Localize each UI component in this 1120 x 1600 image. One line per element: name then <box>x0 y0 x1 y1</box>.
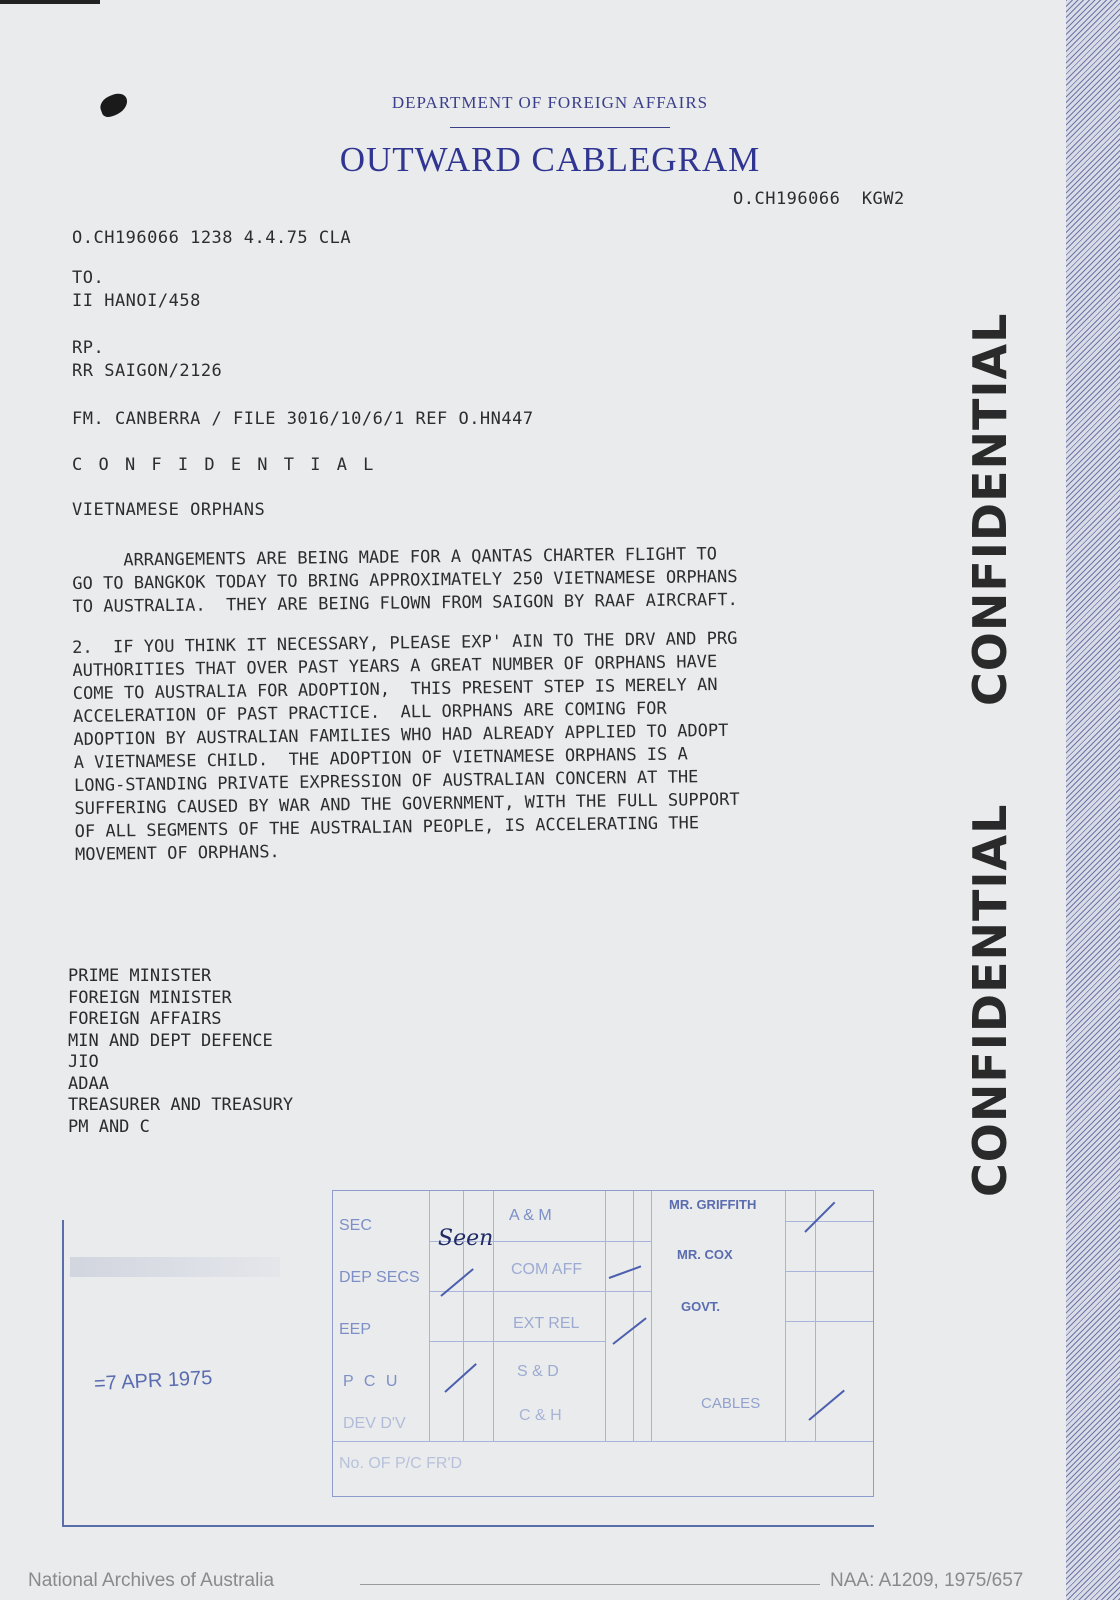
check-mark <box>804 1202 835 1233</box>
date-stamp: =7 APR 1975 <box>93 1366 213 1396</box>
routing-govt: GOVT. <box>681 1299 721 1314</box>
footer-rule <box>360 1584 820 1585</box>
check-mark <box>612 1317 646 1344</box>
document-title: OUTWARD CABLEGRAM <box>339 140 761 179</box>
seen-signature: Seen <box>438 1226 494 1251</box>
department-heading: DEPARTMENT OF FOREIGN AFFAIRS <box>391 93 709 112</box>
cable-reference-top: O.CH196066 KGW2 <box>733 189 905 209</box>
routing-mr-cox: MR. COX <box>677 1247 733 1262</box>
routing-pcu: P C U <box>343 1373 401 1390</box>
routing-mr-griffith: MR. GRIFFITH <box>669 1197 757 1212</box>
routing-stamp <box>332 1190 874 1497</box>
routing-a-m: A & M <box>509 1207 552 1224</box>
paragraph-1: ARRANGEMENTS ARE BEING MADE FOR A QANTAS CHARTER FLIGHT TO GO TO BANGKOK TODAY TO BRING APPROXIMATELY 250 VIETNAMESE ORPHANS TO AUSTRALIA. THEY ARE BEING FLOWN FROM SAIGON BY RAAF AIRCRAFT. <box>72 544 738 617</box>
routing-s-d: S & D <box>517 1363 559 1380</box>
classification-line: C O N F I D E N T I A L <box>72 455 377 475</box>
routing-cables: CABLES <box>701 1395 761 1412</box>
heading-rule <box>450 127 670 128</box>
routing-com-aff: COM AFF <box>511 1261 583 1278</box>
confidential-stamp-upper: CONFIDENTIAL <box>963 312 1017 706</box>
cable-ref-line: O.CH196066 1238 4.4.75 CLA <box>72 228 352 248</box>
top-edge-mark <box>0 0 100 4</box>
routing-sec: SEC <box>339 1217 372 1234</box>
routing-dep-secs: DEP SECS <box>339 1269 420 1286</box>
archive-footer-left: National Archives of Australia <box>28 1570 275 1591</box>
routing-dev-div: DEV D'V <box>343 1415 406 1432</box>
rp-label: RP. <box>72 338 105 358</box>
check-mark <box>808 1390 845 1421</box>
to-label: TO. <box>72 268 105 288</box>
distribution-list: PRIME MINISTER FOREIGN MINISTER FOREIGN AFFAIRS MIN AND DEPT DEFENCE JIO ADAA TREASURER AND TREASURY PM AND C <box>68 966 294 1137</box>
hatched-margin <box>1066 0 1120 1600</box>
check-mark <box>440 1268 473 1297</box>
routing-footer: No. OF P/C FR'D <box>339 1455 463 1472</box>
from-line: FM. CANBERRA / FILE 3016/10/6/1 REF O.HN447 <box>72 409 534 429</box>
paragraph-2: 2. IF YOU THINK IT NECESSARY, PLEASE EXP' AIN TO THE DRV AND PRG AUTHORITIES THAT OVER PAST YEARS A GREAT NUMBER OF ORPHANS HAVE COME TO AUSTRALIA FOR ADOPTION, THIS PRESENT STEP IS MERELY AN ACCELERATION OF PAST PRACTICE. ALL ORPHANS ARE COMING FOR ADOPTION BY AUSTRALIAN FAMILIES WHO HAD ALREADY APPLIED TO ADOPT A VIETNAMESE CHILD. THE ADOPTION OF VIETNAMESE ORPHANS IS A LONG-STANDING PRIVATE EXPRESSION OF AUSTRALIAN CONCERN AT THE SUFFERING CAUSED BY WAR AND THE GOVERNMENT, WITH THE FULL SUPPORT OF ALL SEGMENTS OF THE AUSTRALIAN PEOPLE, IS ACCELERATING THE MOVEMENT OF ORPHANS. <box>72 628 740 865</box>
archive-footer-right: NAA: A1209, 1975/657 <box>830 1570 1024 1591</box>
rp-value: RR SAIGON/2126 <box>72 361 223 381</box>
smudge-mark <box>70 1257 280 1277</box>
routing-eep: EEP <box>339 1321 372 1338</box>
check-mark <box>609 1265 642 1279</box>
subject-line: VIETNAMESE ORPHANS <box>72 500 266 520</box>
to-value: II HANOI/458 <box>72 291 201 311</box>
routing-ext-rel: EXT REL <box>513 1315 580 1332</box>
check-mark <box>444 1363 477 1393</box>
routing-c-h: C & H <box>519 1407 562 1424</box>
confidential-stamp-lower: CONFIDENTIAL <box>963 803 1017 1197</box>
